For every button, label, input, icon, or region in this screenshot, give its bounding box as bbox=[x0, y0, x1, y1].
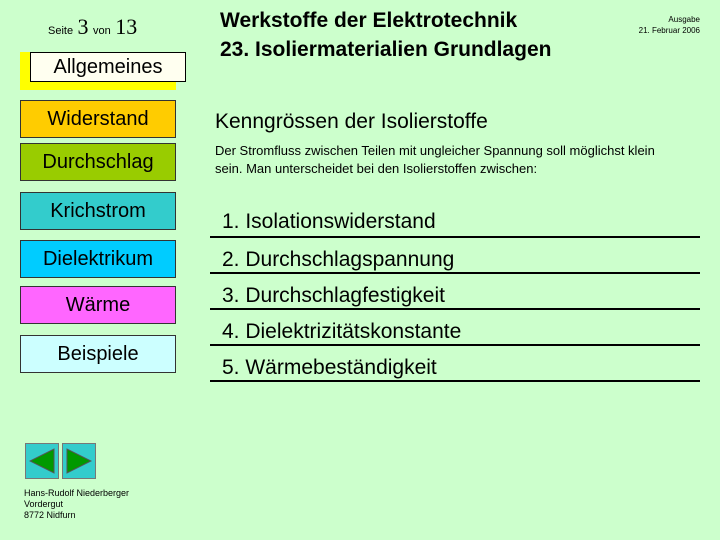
page-total: 13 bbox=[115, 14, 138, 39]
nav-label-durchschlag: Durchschlag bbox=[42, 150, 154, 173]
nav-label-krichstrom: Krichstrom bbox=[50, 199, 146, 222]
nav-button-beispiele[interactable] bbox=[20, 335, 176, 373]
nav-button-durchschlag[interactable] bbox=[20, 143, 176, 181]
title-line-2: 23. Isoliermaterialien Grundlagen bbox=[220, 38, 552, 61]
nav-label-waerme: Wärme bbox=[65, 293, 131, 316]
nav-label-allgemeines: Allgemeines bbox=[30, 52, 186, 82]
page-prefix: Seite bbox=[48, 25, 74, 37]
nav-button-krichstrom[interactable] bbox=[20, 192, 176, 230]
nav-label-widerstand: Widerstand bbox=[47, 107, 149, 130]
triangle-right-icon bbox=[66, 448, 92, 474]
title-line-1: Werkstoffe der Elektrotechnik bbox=[220, 9, 518, 32]
edition-date: 21. Februar 2006 bbox=[638, 26, 700, 35]
list-item: 3. Durchschlagfestigkeit bbox=[222, 284, 445, 307]
page-title bbox=[220, 6, 551, 64]
page-current: 3 bbox=[77, 14, 89, 39]
list-item: 4. Dielektrizitätskonstante bbox=[222, 320, 462, 343]
author-info bbox=[24, 488, 129, 521]
list-item: 5. Wärmebeständigkeit bbox=[222, 356, 437, 379]
triangle-left-icon bbox=[29, 448, 55, 474]
author-name: Hans-Rudolf Niederberger bbox=[24, 488, 130, 498]
intro-text: Der Stromfluss zwischen Teilen mit ungleicher Spannung soll möglichst klein sein. Man unterscheidet bei den Isolierstoffen zwischen: bbox=[215, 143, 655, 176]
edition-info bbox=[639, 14, 700, 36]
nav-button-dielektrikum[interactable] bbox=[20, 240, 176, 278]
page-of: von bbox=[92, 25, 111, 37]
nav-label-dielektrikum: Dielektrikum bbox=[42, 247, 154, 270]
list-item: 2. Durchschlagspannung bbox=[222, 248, 455, 271]
previous-page-button[interactable] bbox=[25, 443, 59, 479]
author-city: 8772 Nidfurn bbox=[24, 510, 76, 520]
nav-button-allgemeines[interactable] bbox=[20, 52, 176, 90]
author-street: Vordergut bbox=[24, 499, 64, 509]
edition-label: Ausgabe bbox=[668, 15, 700, 24]
divider bbox=[210, 380, 700, 382]
nav-label-beispiele: Beispiele bbox=[57, 342, 139, 365]
section-heading: Kenngrössen der Isolierstoffe bbox=[215, 110, 488, 133]
next-page-button[interactable] bbox=[62, 443, 96, 479]
nav-button-widerstand[interactable] bbox=[20, 100, 176, 138]
nav-button-waerme[interactable] bbox=[20, 286, 176, 324]
page-counter bbox=[48, 14, 137, 44]
list-item: 1. Isolationswiderstand bbox=[222, 210, 436, 233]
